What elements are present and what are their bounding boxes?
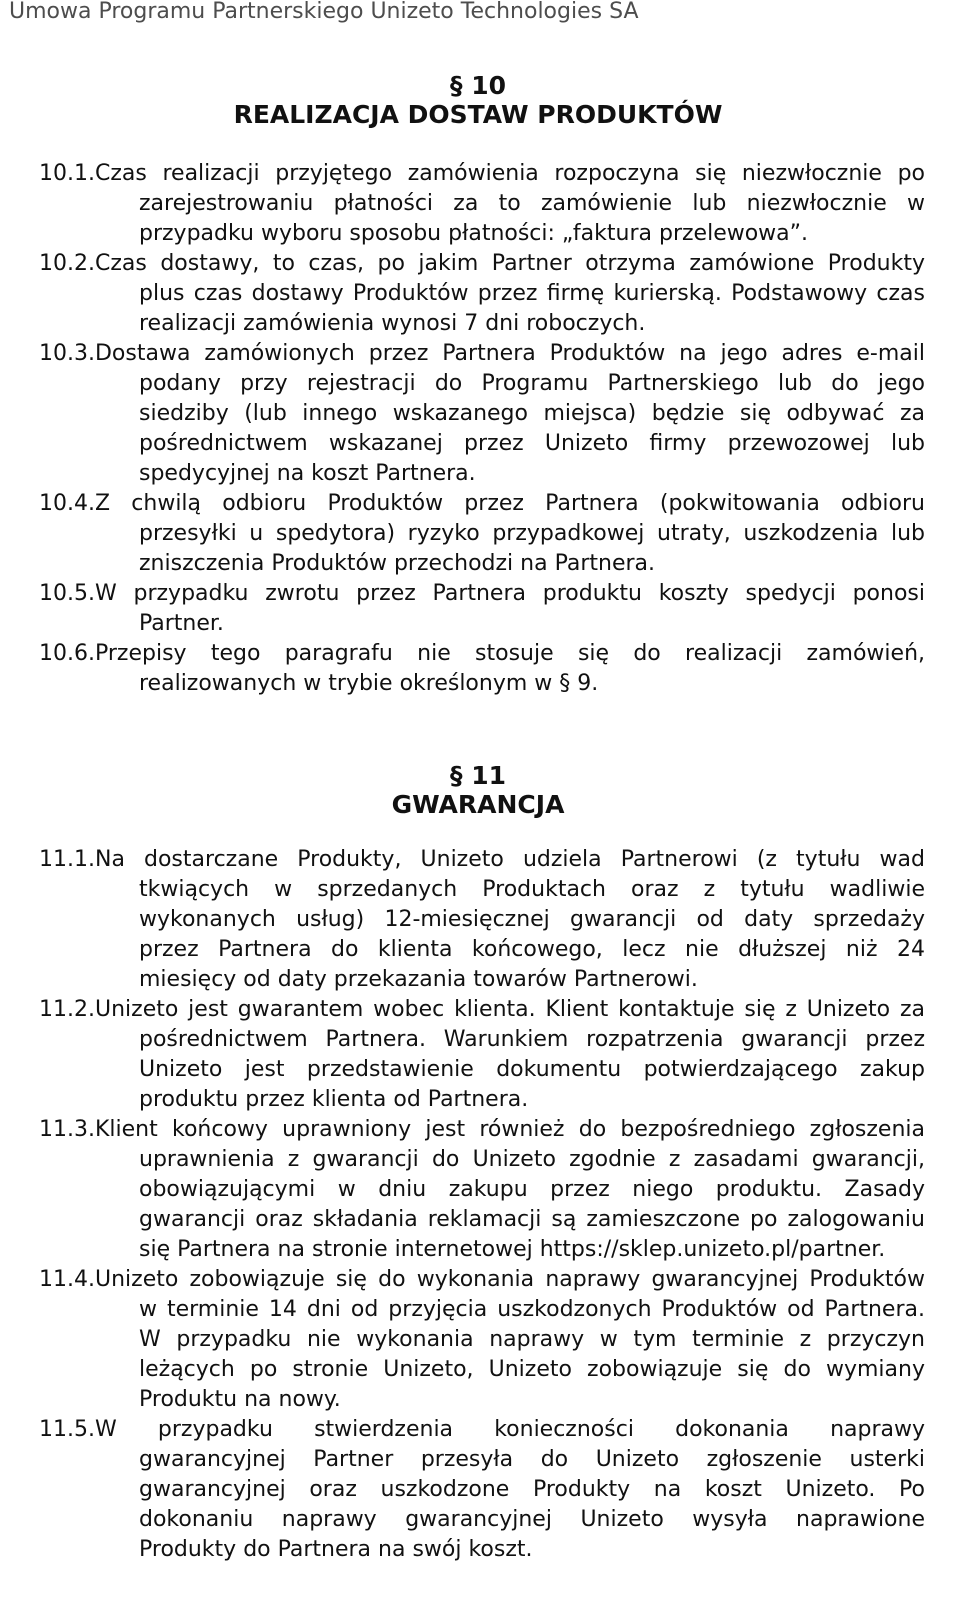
clause-number: 11.5. [39, 1417, 95, 1442]
clause-number: 10.3. [39, 341, 95, 366]
clause-first-line [39, 1415, 925, 1445]
clause-first-line [39, 339, 925, 369]
clause-line: spedycyjnej na koszt Partnera. [139, 461, 476, 486]
clause-line: zniszczenia Produktów przechodzi na Partnera. [139, 551, 656, 576]
clause-number: 11.2. [39, 997, 95, 1022]
clause-line: realizowanych w trybie określonym w § 9. [139, 671, 599, 696]
clause-line: gwarancyjnej oraz uszkodzone Produkty na koszt Unizeto. Po [139, 1477, 925, 1502]
clause-11-1 [39, 845, 925, 995]
clause-line: siedziby (lub innego wskazanego miejsca) będzie się odbywać za [139, 401, 925, 426]
clause-11-3 [39, 1115, 925, 1265]
clause-number: 10.6. [39, 641, 95, 666]
clause-line: przesyłki u spedytora) ryzyko przypadkowej utraty, uszkodzenia lub [139, 521, 925, 546]
section-title: GWARANCJA [391, 790, 565, 819]
clause-10-1 [39, 159, 925, 249]
clause-line: pośrednictwem wskazanej przez Unizeto firmy przewozowej lub [139, 431, 925, 456]
clause-number: 11.1. [39, 847, 95, 872]
clause-text: Na dostarczane Produkty, Unizeto udziela Partnerowi (z tytułu wad [94, 847, 925, 872]
clause-line: Produktu na nowy. [139, 1387, 341, 1412]
clause-10-2 [39, 249, 925, 339]
clause-first-line [39, 1115, 925, 1145]
clause-10-3 [39, 339, 925, 489]
clause-10-4 [39, 489, 925, 579]
section-11-heading [39, 761, 917, 819]
section-10-clauses [39, 159, 925, 699]
clause-line: w terminie 14 dni od przyjęcia uszkodzonych Produktów od Partnera. [139, 1297, 925, 1322]
clause-first-line [39, 845, 925, 875]
clause-line: uprawnienia z gwarancji do Unizeto zgodnie z zasadami gwarancji, [139, 1147, 925, 1172]
clause-line: Partner. [139, 611, 224, 636]
clause-line: W przypadku nie wykonania naprawy w tym terminie z przyczyn [139, 1327, 925, 1352]
clause-line: leżących po stronie Unizeto, Unizeto zobowiązuje się do wymiany [139, 1357, 925, 1382]
clause-text: W przypadku zwrotu przez Partnera produktu koszty spedycji ponosi [94, 581, 925, 606]
clause-first-line [39, 1265, 925, 1295]
section-10-heading [39, 71, 917, 129]
section-symbol-number: § 10 [450, 71, 506, 100]
clause-line: gwarancyjnej Partner przesyła do Unizeto zgłoszenie usterki [139, 1447, 925, 1472]
clause-line: produktu przez klienta od Partnera. [139, 1087, 529, 1112]
clause-line: podany przy rejestracji do Programu Partnerskiego lub do jego [139, 371, 925, 396]
clause-number: 11.3. [39, 1117, 95, 1142]
clause-number: 11.4. [39, 1267, 95, 1292]
clause-line: gwarancji oraz składania reklamacji są zamieszczone po zalogowaniu [139, 1207, 925, 1232]
document-header-title: Umowa Programu Partnerskiego Unizeto Technologies SA [9, 0, 639, 24]
clause-line: tkwiących w sprzedanych Produktach oraz z tytułu wadliwie [139, 877, 925, 902]
clause-line: pośrednictwem Partnera. Warunkiem rozpatrzenia gwarancji przez [139, 1027, 925, 1052]
clause-text: Przepisy tego paragrafu nie stosuje się do realizacji zamówień, [94, 641, 925, 666]
clause-text: Klient końcowy uprawniony jest również do bezpośredniego zgłoszenia [94, 1117, 925, 1142]
clause-first-line [39, 995, 925, 1025]
clause-10-5 [39, 579, 925, 639]
clause-text: Unizeto zobowiązuje się do wykonania naprawy gwarancyjnej Produktów [94, 1267, 925, 1292]
clause-line: miesięcy od daty przekazania towarów Partnerowi. [139, 967, 698, 992]
clause-number: 10.2. [39, 251, 95, 276]
clause-text: Czas realizacji przyjętego zamówienia rozpoczyna się niezwłocznie po [94, 161, 925, 186]
clause-first-line [39, 249, 925, 279]
clause-10-6 [39, 639, 925, 699]
clause-text: Unizeto jest gwarantem wobec klienta. Klient kontaktuje się z Unizeto za [94, 997, 925, 1022]
clause-line: Produkty do Partnera na swój koszt. [139, 1537, 533, 1562]
clause-line: się Partnera na stronie internetowej https://sklep.unizeto.pl/partner. [139, 1237, 886, 1262]
clause-text: Czas dostawy, to czas, po jakim Partner otrzyma zamówione Produkty [94, 251, 925, 276]
clause-line: plus czas dostawy Produktów przez firmę kurierską. Podstawowy czas [139, 281, 925, 306]
clause-line: realizacji zamówienia wynosi 7 dni roboczych. [139, 311, 646, 336]
clause-line: przypadku wyboru sposobu płatności: „faktura przelewowa”. [139, 221, 809, 246]
clause-text: Dostawa zamówionych przez Partnera Produktów na jego adres e-mail [94, 341, 925, 366]
clause-number: 10.1. [39, 161, 95, 186]
section-symbol-number: § 11 [450, 761, 506, 790]
clause-text: W przypadku stwierdzenia konieczności dokonania naprawy [94, 1417, 925, 1442]
clause-11-5 [39, 1415, 925, 1565]
clause-line: dokonaniu naprawy gwarancyjnej Unizeto wysyła naprawione [139, 1507, 925, 1532]
clause-number: 10.4. [39, 491, 95, 516]
clause-first-line [39, 489, 925, 519]
clause-line: Unizeto jest przedstawienie dokumentu potwierdzającego zakup [139, 1057, 925, 1082]
clause-text: Z chwilą odbioru Produktów przez Partnera (pokwitowania odbioru [94, 491, 925, 516]
clause-first-line [39, 579, 925, 609]
clause-11-4 [39, 1265, 925, 1415]
clause-line: wykonanych usług) 12-miesięcznej gwarancji od daty sprzedaży [139, 907, 925, 932]
clause-11-2 [39, 995, 925, 1115]
clause-first-line [39, 159, 925, 189]
clause-line: obowiązującymi w dniu zakupu przez niego produktu. Zasady [139, 1177, 925, 1202]
clause-line: przez Partnera do klienta końcowego, lecz nie dłuższej niż 24 [139, 937, 925, 962]
section-title: REALIZACJA DOSTAW PRODUKTÓW [233, 100, 723, 129]
section-11-clauses [39, 845, 925, 1565]
clause-number: 10.5. [39, 581, 95, 606]
clause-first-line [39, 639, 925, 669]
clause-line: zarejestrowaniu płatności za to zamówienie lub niezwłocznie w [139, 191, 925, 216]
